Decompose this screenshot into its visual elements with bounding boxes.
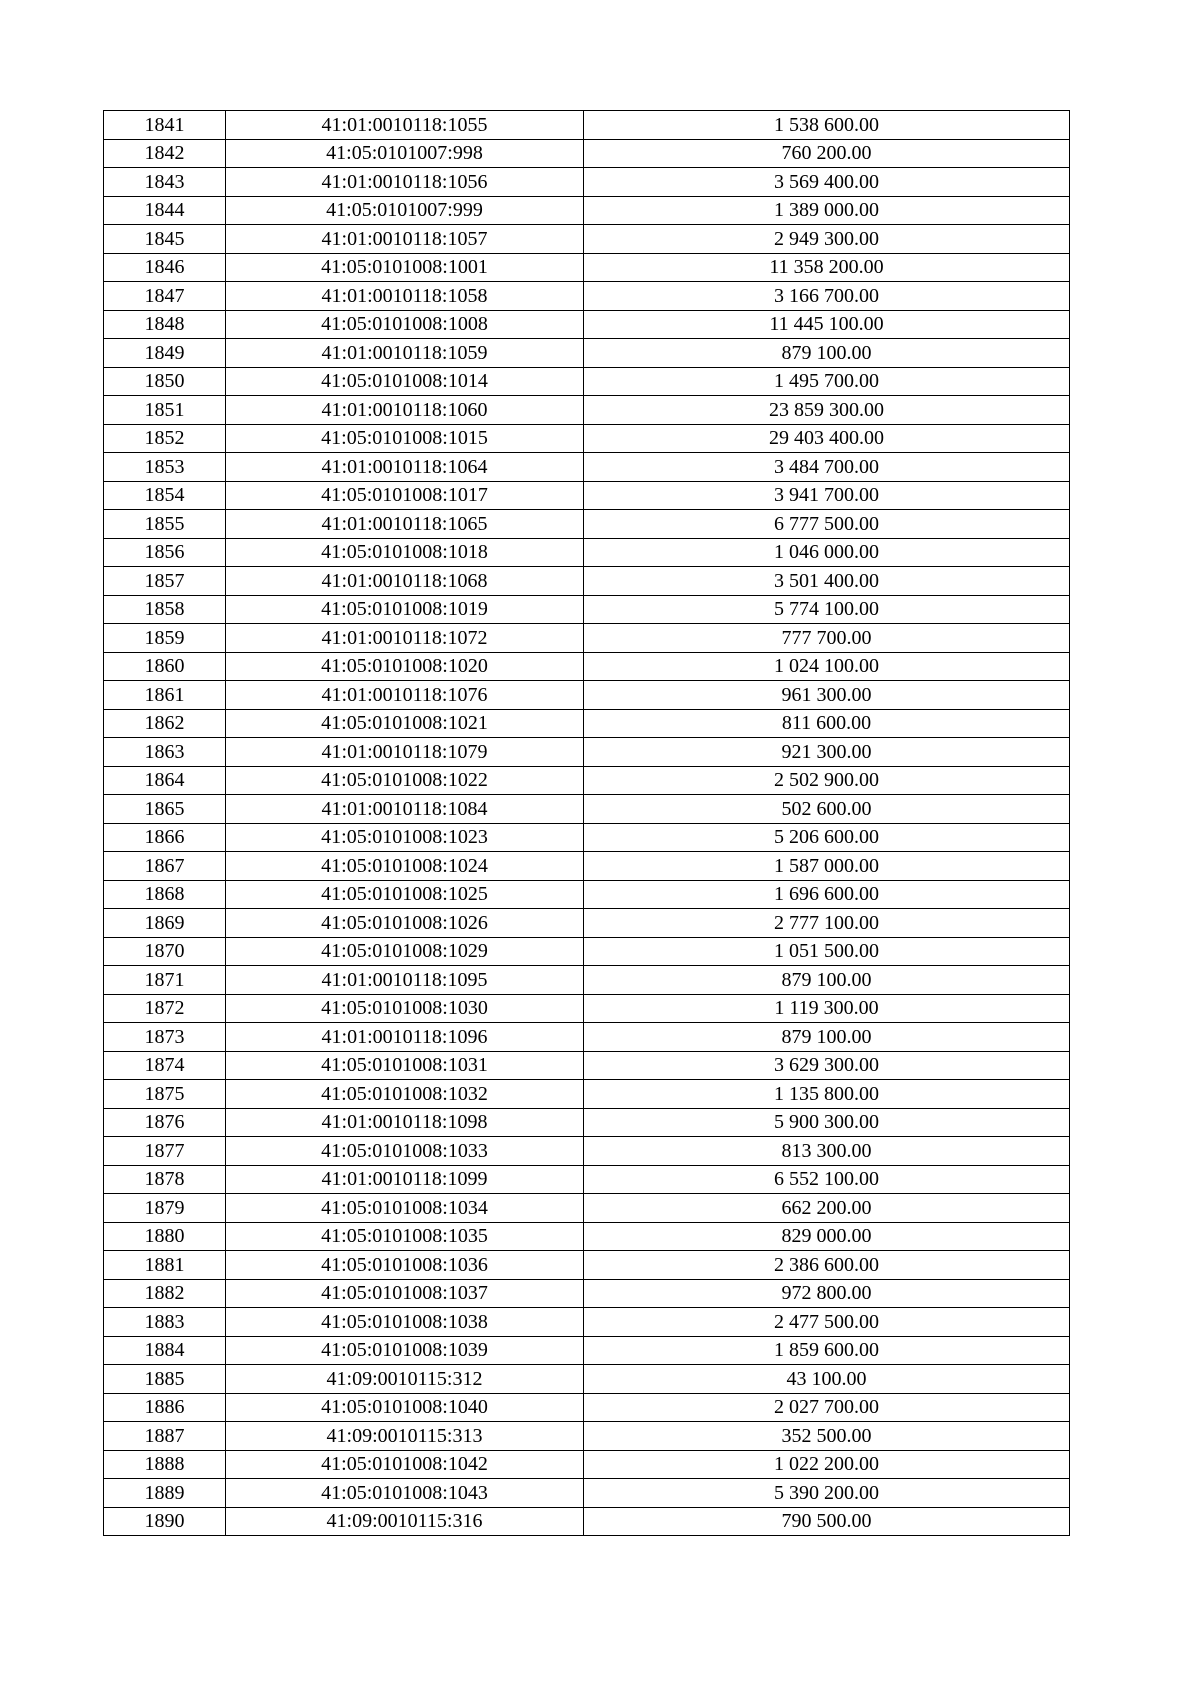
cadastral-value-cell: 1 587 000.00	[584, 852, 1070, 881]
cadastral-number-cell: 41:09:0010115:312	[226, 1365, 584, 1394]
table-row	[104, 681, 1070, 710]
cadastral-value-cell: 760 200.00	[584, 139, 1070, 168]
cadastral-number-cell: 41:01:0010118:1068	[226, 567, 584, 596]
cadastral-number-cell: 41:09:0010115:313	[226, 1422, 584, 1451]
table-row	[104, 1507, 1070, 1536]
row-number-cell: 1886	[104, 1393, 226, 1422]
cadastral-value-cell: 1 538 600.00	[584, 111, 1070, 140]
cadastral-value-cell: 813 300.00	[584, 1137, 1070, 1166]
row-number-cell: 1869	[104, 909, 226, 938]
row-number-cell: 1872	[104, 994, 226, 1023]
cadastral-number-cell: 41:01:0010118:1055	[226, 111, 584, 140]
table-row	[104, 652, 1070, 681]
cadastral-value-cell: 3 166 700.00	[584, 282, 1070, 311]
cadastral-number-cell: 41:09:0010115:316	[226, 1507, 584, 1536]
table-row	[104, 1393, 1070, 1422]
table-row	[104, 937, 1070, 966]
row-number-cell: 1856	[104, 538, 226, 567]
cadastral-value-cell: 921 300.00	[584, 738, 1070, 767]
table-row	[104, 1051, 1070, 1080]
cadastral-number-cell: 41:01:0010118:1064	[226, 453, 584, 482]
table-row	[104, 196, 1070, 225]
table-row	[104, 310, 1070, 339]
cadastral-number-cell: 41:05:0101008:1014	[226, 367, 584, 396]
row-number-cell: 1884	[104, 1336, 226, 1365]
cadastral-value-cell: 3 569 400.00	[584, 168, 1070, 197]
table-row	[104, 567, 1070, 596]
table-row	[104, 282, 1070, 311]
table-row	[104, 766, 1070, 795]
cadastral-number-cell: 41:05:0101008:1022	[226, 766, 584, 795]
table-row	[104, 1165, 1070, 1194]
cadastral-value-cell: 879 100.00	[584, 339, 1070, 368]
cadastral-number-cell: 41:01:0010118:1084	[226, 795, 584, 824]
row-number-cell: 1847	[104, 282, 226, 311]
row-number-cell: 1854	[104, 481, 226, 510]
table-row	[104, 510, 1070, 539]
table-row	[104, 1222, 1070, 1251]
table-row	[104, 1308, 1070, 1337]
cadastral-number-cell: 41:01:0010118:1058	[226, 282, 584, 311]
table-row	[104, 1450, 1070, 1479]
table-row	[104, 1023, 1070, 1052]
row-number-cell: 1877	[104, 1137, 226, 1166]
table-row	[104, 1365, 1070, 1394]
row-number-cell: 1890	[104, 1507, 226, 1536]
table-row	[104, 595, 1070, 624]
cadastral-number-cell: 41:05:0101008:1035	[226, 1222, 584, 1251]
row-number-cell: 1888	[104, 1450, 226, 1479]
cadastral-number-cell: 41:05:0101008:1038	[226, 1308, 584, 1337]
table-row	[104, 994, 1070, 1023]
cadastral-value-cell: 5 390 200.00	[584, 1479, 1070, 1508]
cadastral-value-cell: 811 600.00	[584, 709, 1070, 738]
cadastral-number-cell: 41:01:0010118:1065	[226, 510, 584, 539]
cadastral-value-cell: 777 700.00	[584, 624, 1070, 653]
row-number-cell: 1851	[104, 396, 226, 425]
cadastral-value-cell: 2 949 300.00	[584, 225, 1070, 254]
row-number-cell: 1875	[104, 1080, 226, 1109]
cadastral-number-cell: 41:05:0101007:999	[226, 196, 584, 225]
cadastral-number-cell: 41:05:0101008:1029	[226, 937, 584, 966]
table-row	[104, 1137, 1070, 1166]
cadastral-number-cell: 41:05:0101008:1017	[226, 481, 584, 510]
row-number-cell: 1874	[104, 1051, 226, 1080]
row-number-cell: 1863	[104, 738, 226, 767]
cadastral-number-cell: 41:05:0101008:1032	[226, 1080, 584, 1109]
cadastral-number-cell: 41:01:0010118:1057	[226, 225, 584, 254]
row-number-cell: 1870	[104, 937, 226, 966]
cadastral-value-cell: 2 477 500.00	[584, 1308, 1070, 1337]
row-number-cell: 1841	[104, 111, 226, 140]
cadastral-number-cell: 41:05:0101008:1031	[226, 1051, 584, 1080]
cadastral-number-cell: 41:05:0101008:1008	[226, 310, 584, 339]
cadastral-value-cell: 1 389 000.00	[584, 196, 1070, 225]
row-number-cell: 1885	[104, 1365, 226, 1394]
cadastral-value-cell: 3 941 700.00	[584, 481, 1070, 510]
cadastral-number-cell: 41:01:0010118:1076	[226, 681, 584, 710]
cadastral-value-table	[103, 110, 1070, 1536]
table-row	[104, 709, 1070, 738]
cadastral-value-cell: 662 200.00	[584, 1194, 1070, 1223]
table-row	[104, 1251, 1070, 1280]
cadastral-value-cell: 5 774 100.00	[584, 595, 1070, 624]
cadastral-value-cell: 1 495 700.00	[584, 367, 1070, 396]
row-number-cell: 1850	[104, 367, 226, 396]
row-number-cell: 1876	[104, 1108, 226, 1137]
cadastral-value-cell: 502 600.00	[584, 795, 1070, 824]
row-number-cell: 1860	[104, 652, 226, 681]
cadastral-number-cell: 41:05:0101008:1025	[226, 880, 584, 909]
table-row	[104, 424, 1070, 453]
table-row	[104, 795, 1070, 824]
cadastral-value-cell: 790 500.00	[584, 1507, 1070, 1536]
row-number-cell: 1842	[104, 139, 226, 168]
table-row	[104, 253, 1070, 282]
cadastral-number-cell: 41:05:0101008:1043	[226, 1479, 584, 1508]
table-row	[104, 1194, 1070, 1223]
row-number-cell: 1843	[104, 168, 226, 197]
cadastral-value-cell: 2 777 100.00	[584, 909, 1070, 938]
table-row	[104, 1336, 1070, 1365]
table-row	[104, 852, 1070, 881]
row-number-cell: 1845	[104, 225, 226, 254]
table-row	[104, 966, 1070, 995]
cadastral-value-cell: 5 900 300.00	[584, 1108, 1070, 1137]
table-row	[104, 1080, 1070, 1109]
row-number-cell: 1866	[104, 823, 226, 852]
cadastral-value-cell: 6 552 100.00	[584, 1165, 1070, 1194]
row-number-cell: 1883	[104, 1308, 226, 1337]
row-number-cell: 1848	[104, 310, 226, 339]
row-number-cell: 1853	[104, 453, 226, 482]
row-number-cell: 1857	[104, 567, 226, 596]
cadastral-number-cell: 41:05:0101008:1001	[226, 253, 584, 282]
cadastral-number-cell: 41:05:0101008:1030	[226, 994, 584, 1023]
table-row	[104, 823, 1070, 852]
cadastral-value-cell: 1 859 600.00	[584, 1336, 1070, 1365]
row-number-cell: 1846	[104, 253, 226, 282]
table-row	[104, 1279, 1070, 1308]
table-row	[104, 481, 1070, 510]
row-number-cell: 1865	[104, 795, 226, 824]
table-row	[104, 339, 1070, 368]
cadastral-number-cell: 41:05:0101008:1024	[226, 852, 584, 881]
cadastral-value-cell: 6 777 500.00	[584, 510, 1070, 539]
row-number-cell: 1887	[104, 1422, 226, 1451]
row-number-cell: 1879	[104, 1194, 226, 1223]
cadastral-number-cell: 41:05:0101008:1015	[226, 424, 584, 453]
table-row	[104, 111, 1070, 140]
cadastral-value-cell: 1 119 300.00	[584, 994, 1070, 1023]
cadastral-number-cell: 41:05:0101008:1036	[226, 1251, 584, 1280]
cadastral-value-cell: 972 800.00	[584, 1279, 1070, 1308]
row-number-cell: 1878	[104, 1165, 226, 1194]
cadastral-number-cell: 41:05:0101008:1033	[226, 1137, 584, 1166]
cadastral-value-cell: 352 500.00	[584, 1422, 1070, 1451]
cadastral-number-cell: 41:01:0010118:1079	[226, 738, 584, 767]
cadastral-number-cell: 41:01:0010118:1098	[226, 1108, 584, 1137]
cadastral-number-cell: 41:05:0101008:1023	[226, 823, 584, 852]
table-row	[104, 168, 1070, 197]
cadastral-number-cell: 41:05:0101008:1026	[226, 909, 584, 938]
table-body	[104, 111, 1070, 1536]
table-row	[104, 453, 1070, 482]
cadastral-value-cell: 1 696 600.00	[584, 880, 1070, 909]
row-number-cell: 1871	[104, 966, 226, 995]
table-row	[104, 538, 1070, 567]
cadastral-value-cell: 961 300.00	[584, 681, 1070, 710]
row-number-cell: 1849	[104, 339, 226, 368]
row-number-cell: 1880	[104, 1222, 226, 1251]
row-number-cell: 1844	[104, 196, 226, 225]
table-row	[104, 1108, 1070, 1137]
cadastral-number-cell: 41:01:0010118:1095	[226, 966, 584, 995]
row-number-cell: 1861	[104, 681, 226, 710]
row-number-cell: 1864	[104, 766, 226, 795]
cadastral-value-cell: 829 000.00	[584, 1222, 1070, 1251]
row-number-cell: 1852	[104, 424, 226, 453]
cadastral-number-cell: 41:01:0010118:1096	[226, 1023, 584, 1052]
table-row	[104, 738, 1070, 767]
cadastral-value-cell: 11 358 200.00	[584, 253, 1070, 282]
table-row	[104, 396, 1070, 425]
row-number-cell: 1859	[104, 624, 226, 653]
row-number-cell: 1868	[104, 880, 226, 909]
row-number-cell: 1881	[104, 1251, 226, 1280]
cadastral-value-cell: 3 629 300.00	[584, 1051, 1070, 1080]
cadastral-value-cell: 3 484 700.00	[584, 453, 1070, 482]
cadastral-value-cell: 43 100.00	[584, 1365, 1070, 1394]
cadastral-value-cell: 11 445 100.00	[584, 310, 1070, 339]
cadastral-value-cell: 1 046 000.00	[584, 538, 1070, 567]
cadastral-value-cell: 2 027 700.00	[584, 1393, 1070, 1422]
cadastral-number-cell: 41:05:0101008:1018	[226, 538, 584, 567]
cadastral-number-cell: 41:01:0010118:1099	[226, 1165, 584, 1194]
cadastral-number-cell: 41:01:0010118:1056	[226, 168, 584, 197]
cadastral-value-cell: 879 100.00	[584, 1023, 1070, 1052]
table-row	[104, 1479, 1070, 1508]
cadastral-value-cell: 1 051 500.00	[584, 937, 1070, 966]
cadastral-value-cell: 2 386 600.00	[584, 1251, 1070, 1280]
cadastral-number-cell: 41:05:0101008:1019	[226, 595, 584, 624]
row-number-cell: 1858	[104, 595, 226, 624]
cadastral-value-cell: 5 206 600.00	[584, 823, 1070, 852]
cadastral-number-cell: 41:05:0101007:998	[226, 139, 584, 168]
row-number-cell: 1873	[104, 1023, 226, 1052]
cadastral-value-cell: 879 100.00	[584, 966, 1070, 995]
cadastral-number-cell: 41:05:0101008:1040	[226, 1393, 584, 1422]
row-number-cell: 1889	[104, 1479, 226, 1508]
cadastral-number-cell: 41:05:0101008:1037	[226, 1279, 584, 1308]
cadastral-value-cell: 1 135 800.00	[584, 1080, 1070, 1109]
cadastral-value-cell: 23 859 300.00	[584, 396, 1070, 425]
table-row	[104, 1422, 1070, 1451]
cadastral-number-cell: 41:05:0101008:1034	[226, 1194, 584, 1223]
cadastral-value-cell: 3 501 400.00	[584, 567, 1070, 596]
cadastral-number-cell: 41:01:0010118:1072	[226, 624, 584, 653]
row-number-cell: 1867	[104, 852, 226, 881]
table-row	[104, 624, 1070, 653]
cadastral-number-cell: 41:01:0010118:1059	[226, 339, 584, 368]
cadastral-value-cell: 1 024 100.00	[584, 652, 1070, 681]
cadastral-value-cell: 1 022 200.00	[584, 1450, 1070, 1479]
cadastral-value-cell: 2 502 900.00	[584, 766, 1070, 795]
table-row	[104, 880, 1070, 909]
cadastral-number-cell: 41:05:0101008:1039	[226, 1336, 584, 1365]
cadastral-number-cell: 41:01:0010118:1060	[226, 396, 584, 425]
table-row	[104, 909, 1070, 938]
cadastral-value-cell: 29 403 400.00	[584, 424, 1070, 453]
table-row	[104, 139, 1070, 168]
row-number-cell: 1855	[104, 510, 226, 539]
cadastral-number-cell: 41:05:0101008:1042	[226, 1450, 584, 1479]
cadastral-number-cell: 41:05:0101008:1020	[226, 652, 584, 681]
table-row	[104, 367, 1070, 396]
table-row	[104, 225, 1070, 254]
row-number-cell: 1862	[104, 709, 226, 738]
row-number-cell: 1882	[104, 1279, 226, 1308]
cadastral-number-cell: 41:05:0101008:1021	[226, 709, 584, 738]
